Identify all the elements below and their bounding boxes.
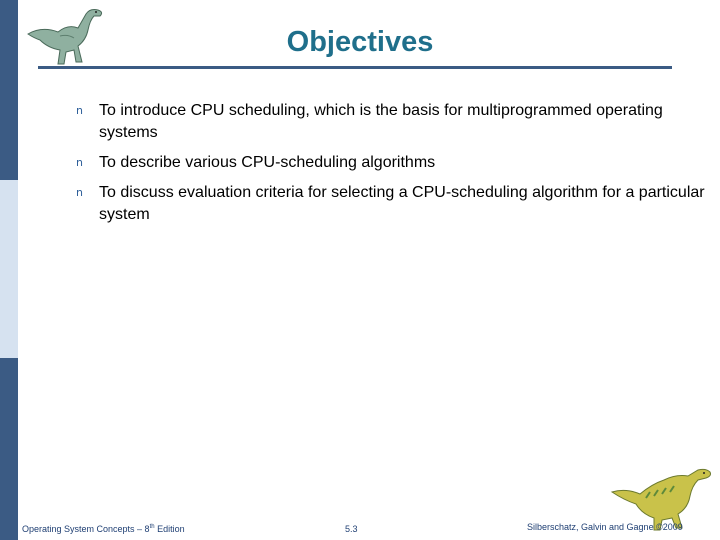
footer-book-title <box>22 524 185 534</box>
footer-edition-suffix: Edition <box>154 524 185 534</box>
bullet-marker-icon: n <box>76 104 83 117</box>
list-item <box>76 182 708 226</box>
title-underline <box>38 66 672 69</box>
bullet-text: To introduce CPU scheduling, which is the basis for multiprogrammed operating systems <box>99 102 663 141</box>
footer-book-title-text: Operating System Concepts – 8 <box>22 524 150 534</box>
side-bar <box>0 0 18 540</box>
bullet-marker-icon: n <box>76 186 83 199</box>
side-bar-bottom <box>0 358 18 540</box>
bullet-marker-icon: n <box>76 156 83 169</box>
side-bar-middle <box>0 180 18 358</box>
objectives-list <box>76 100 708 234</box>
list-item <box>76 100 708 144</box>
footer-edition-superscript: th <box>149 524 155 530</box>
footer-authors: Silberschatz, Galvin and Gagne ©2009 <box>527 522 683 532</box>
slide-title: Objectives <box>286 26 434 58</box>
list-item <box>76 152 708 174</box>
footer-page-number: 5.3 <box>345 524 358 534</box>
bullet-text: To describe various CPU-scheduling algorithms <box>99 154 436 171</box>
bullet-text: To discuss evaluation criteria for selecting a CPU-scheduling algorithm for a particular system <box>99 184 705 223</box>
